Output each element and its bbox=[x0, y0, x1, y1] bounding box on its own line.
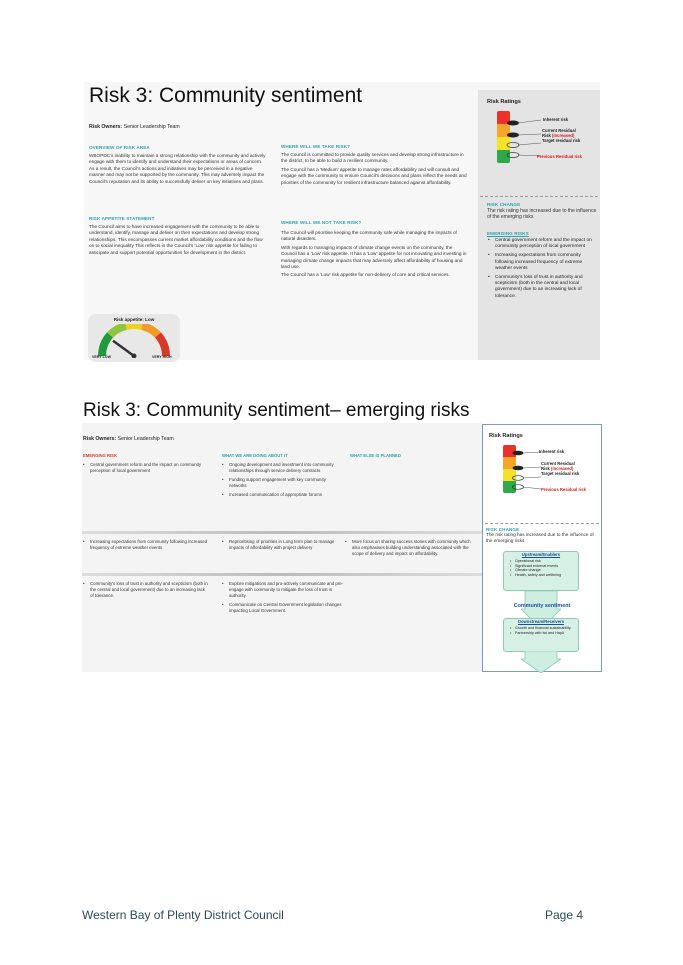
planned-cell bbox=[345, 539, 471, 560]
slide-risk3-overview bbox=[84, 82, 600, 360]
emerging-risks-section bbox=[487, 231, 599, 303]
downstream-box bbox=[503, 618, 579, 652]
current-residual-line2: Risk bbox=[541, 466, 550, 471]
inherent-risk-label: Inherent risk bbox=[543, 117, 569, 122]
gauge-needle bbox=[113, 341, 134, 356]
upstream-title: Upstream/Enablers bbox=[521, 552, 561, 557]
not-take-risk-text-1: The Council will prioritise keeping the community safe while managing the impacts of natural disasters. bbox=[281, 230, 457, 242]
list-item: • Community's loss of trust in authority and scepticism (both in the central and local government) due to an increasing lack of tolerance. bbox=[487, 275, 599, 300]
list-item: • Communicate on Central Government legislation changes impacting Local Government. bbox=[222, 602, 344, 614]
slide-title: Risk 3: Community sentiment– emerging risks bbox=[83, 400, 470, 421]
list-item: • Ongoing development and investment into community relationships through service delivery contracts bbox=[222, 462, 344, 474]
risk-owners-label: Risk Owners: bbox=[83, 436, 117, 442]
gauge-dial-icon bbox=[92, 324, 176, 358]
risk-owners-label: Risk Owners: bbox=[89, 124, 123, 130]
previous-residual-label: Previous Residual risk bbox=[541, 487, 586, 492]
row-divider bbox=[82, 531, 482, 534]
divider bbox=[480, 196, 598, 197]
take-risk-heading: WHERE WILL WE TAKE RISK? bbox=[281, 144, 351, 149]
overview-text: WBOPDC's inability to maintain a strong relationship with the community and actively engage with them to identify and understand their expectations or areas of concern. As a result, the Council's actions and initiatives may be perceived in a negative manner and may not be supported by the community. This may adversely impact the Council's reputation and its ability to successfully deliver on key initiatives and plans. bbox=[89, 153, 266, 184]
current-residual-line2: Risk bbox=[542, 133, 551, 138]
downstream-title: Downstream/Receivers bbox=[517, 619, 565, 624]
not-take-risk-section bbox=[281, 220, 467, 279]
not-take-risk-text-2: With regards to managing impacts of climate change events on the community, the Council has a 'Low' risk appetite. It has a 'Low' appetite for not innovating and investing in managing climate change impacts that may adversely affect affordability of housing and land use. bbox=[281, 244, 467, 270]
increased-tag: (Increased) bbox=[551, 466, 574, 471]
list-item: • Climate change bbox=[510, 568, 578, 573]
risk-change-text: The risk rating has increased due to the influence of the emerging risks bbox=[486, 532, 594, 543]
list-item: • Increased communication of appropriate forums bbox=[222, 492, 344, 498]
target-residual-label: Target residual risk bbox=[541, 471, 580, 476]
emerging-risk-cell: • Increasing expectations from community following increased frequency of extreme weather events bbox=[83, 539, 209, 551]
risk-owners bbox=[89, 124, 180, 130]
emerging-risks-list bbox=[487, 238, 599, 300]
risk-change-heading: RISK CHANGE bbox=[487, 202, 521, 207]
not-take-risk-text-3: The Council has a 'Low' risk appetite for non-delivery of core and critical services. bbox=[281, 272, 450, 278]
upstream-list bbox=[504, 559, 578, 577]
overview-section bbox=[89, 145, 267, 185]
list-item: • Explore mitigations and pro-actively communicate and pre-engage with community to mitigate the loss of trust in authority. bbox=[222, 581, 344, 599]
target-residual-label: Target residual risk bbox=[542, 138, 581, 143]
table-row bbox=[83, 462, 209, 477]
risk-appetite-gauge bbox=[88, 314, 180, 362]
list-item: • Reprioritising of priorities in Long term plan to manage impacts of affordability with project delivery bbox=[222, 539, 344, 551]
list-item: • Funding support engagement with key community networks bbox=[222, 477, 344, 489]
current-residual-label bbox=[541, 461, 579, 476]
footer-organisation: Western Bay of Plenty District Council bbox=[82, 908, 284, 922]
doing-cell bbox=[222, 539, 344, 554]
community-sentiment-label: Community sentiment bbox=[513, 603, 571, 609]
upstream-box bbox=[503, 551, 579, 591]
appetite-text: The Council aims to have increased engagement with the community to be able to understand, identify, manage and deliver on their expectations and develop strong relationships. This encompasses current market affordability conditions and the flow on to social inequality This reflects in the Council's 'Low' risk appetite for failing to anticipate and support potential opportunities for development in the district. bbox=[89, 224, 263, 255]
overview-heading: OVERVIEW OF RISK AREA bbox=[89, 145, 150, 150]
list-item: • Increasing expectations from community following increased frequency of extreme weather events bbox=[487, 253, 599, 272]
footer-page-number: Page 4 bbox=[545, 908, 584, 922]
list-item: • Health, safety and wellbeing bbox=[510, 573, 578, 578]
emerging-risks-heading: EMERGING RISKS bbox=[487, 231, 529, 236]
risk-change-section bbox=[487, 202, 597, 221]
current-residual-line1: Current Residual bbox=[541, 461, 575, 466]
risk-change-heading: RISK CHANGE bbox=[486, 527, 520, 532]
rating-markers-icon bbox=[506, 110, 542, 170]
table-row bbox=[83, 581, 209, 602]
current-residual-line1: Current Residual bbox=[542, 128, 576, 133]
downstream-list bbox=[504, 626, 578, 635]
slide-risk3-emerging bbox=[82, 396, 602, 672]
list-item: • Growth and financial sustainability bbox=[510, 626, 578, 631]
col-header-planned: WHAT ELSE IS PLANNED bbox=[350, 453, 401, 458]
gauge-low-label: VERY LOW bbox=[92, 355, 111, 359]
slide-title: Risk 3: Community sentiment bbox=[89, 84, 363, 107]
divider bbox=[485, 523, 599, 524]
col-header-emerging: EMERGING RISK bbox=[83, 453, 117, 458]
table-row bbox=[83, 539, 209, 554]
risk-ratings-title: Risk Ratings bbox=[489, 433, 523, 439]
previous-residual-label: Previous Residual risk bbox=[537, 154, 582, 159]
risk-change-section bbox=[486, 527, 598, 544]
inherent-risk-label: Inherent risk bbox=[539, 449, 565, 454]
take-risk-section bbox=[281, 144, 467, 186]
doing-cell bbox=[222, 581, 344, 617]
rating-markers-icon bbox=[512, 445, 542, 501]
risk-owners-value: Senior Leadership Team bbox=[117, 436, 174, 442]
emerging-risk-cell: • Community's loss of trust in authority and scepticism (both in the central and local government) due to an increasing lack of tolerance. bbox=[83, 581, 209, 599]
list-item: • More focus on sharing success stories with community which also emphasises building understanding associated with the scope of delivery and impact on affordability. bbox=[345, 539, 471, 557]
current-residual-label bbox=[542, 128, 580, 143]
list-item: • Central government reform and the impact on community perception of local government bbox=[487, 238, 599, 250]
take-risk-text-2: The Council has a 'Medium' appetite to manage rates affordability and will consult and engage with the community to ensure Council's decisions and plans reflect the needs and priorities of the community for resilient infrastructure balanced against affordability. bbox=[281, 166, 467, 185]
row-divider bbox=[82, 573, 482, 576]
down-arrow-icon bbox=[521, 651, 561, 673]
risk-ratings-title: Risk Ratings bbox=[487, 99, 521, 105]
increased-tag: (Increased) bbox=[552, 133, 575, 138]
emerging-risk-cell: • Central government reform and the impact on community perception of local government bbox=[83, 462, 209, 474]
risk-owners bbox=[83, 436, 174, 442]
take-risk-text-1: The Council is committed to provide quality services and develop strong infrastructure in the district, to be able to build a resilient community. bbox=[281, 152, 464, 164]
appetite-heading: RISK APPETITE STATEMENT bbox=[89, 216, 155, 221]
list-item: • Operational risk bbox=[510, 559, 578, 564]
appetite-section bbox=[89, 216, 267, 256]
gauge-high-label: VERY HIGH bbox=[152, 355, 172, 359]
not-take-risk-heading: WHERE WILL WE NOT TAKE RISK? bbox=[281, 220, 362, 225]
risk-ratings-panel bbox=[478, 90, 600, 360]
risk-change-text: The risk rating has increased due to the influence of the emerging risks bbox=[487, 208, 597, 221]
col-header-doing: WHAT WE ARE DOING ABOUT IT bbox=[222, 453, 288, 458]
doing-cell bbox=[222, 462, 344, 501]
gauge-label: Risk appetite: Low bbox=[113, 317, 155, 322]
list-item: • Significant external events bbox=[510, 564, 578, 569]
risk-ratings-panel bbox=[482, 424, 602, 672]
risk-owners-value: Senior Leadership Team bbox=[123, 124, 180, 130]
list-item: • Partnership with Iwi and Hapū bbox=[510, 631, 578, 636]
